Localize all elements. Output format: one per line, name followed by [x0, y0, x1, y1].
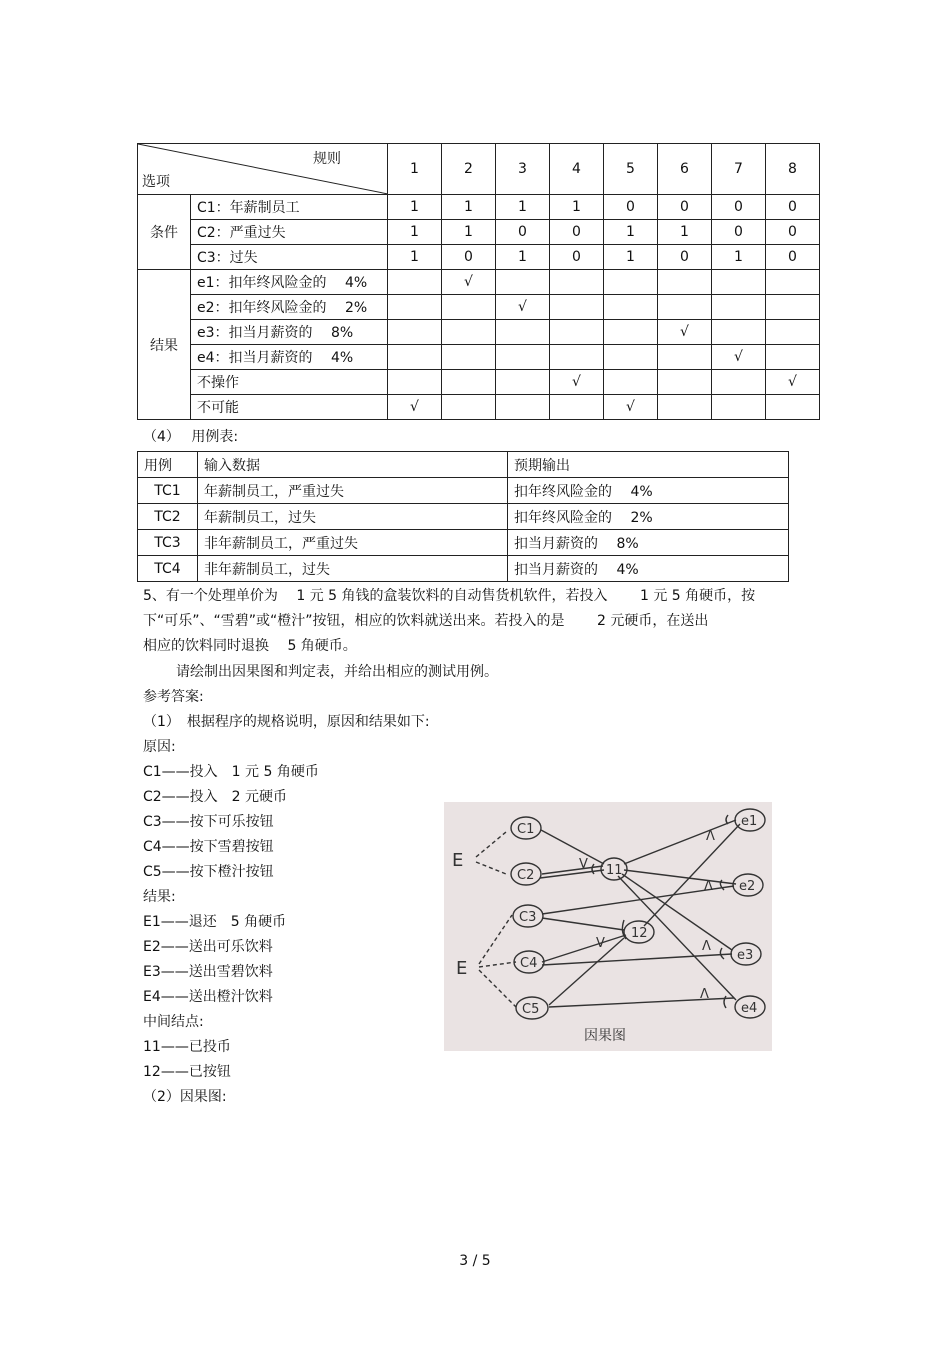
node-label: C2	[517, 868, 535, 883]
node-label: 12	[631, 926, 648, 941]
node-label: e1	[741, 814, 758, 829]
results-label: 结果	[138, 270, 191, 420]
result-mark: √	[658, 320, 712, 345]
result-mark	[550, 345, 604, 370]
effect-line: E2——送出可乐饮料	[143, 939, 273, 955]
effect-line: E1——退还 5 角硬币	[143, 914, 287, 930]
result-mark	[550, 295, 604, 320]
result-mark	[712, 320, 766, 345]
usecase-input: 年薪制员工，过失	[198, 504, 508, 530]
condition-value: 1	[712, 245, 766, 270]
result-mark	[604, 270, 658, 295]
result-mark	[766, 345, 820, 370]
cause-line: C4——按下雪碧按钮	[143, 839, 274, 855]
table-row	[138, 504, 789, 530]
edge	[624, 870, 736, 884]
causes-heading: 原因:	[143, 739, 176, 755]
usecase-output: 扣年终风险金的 2%	[508, 504, 789, 530]
node-label: e4	[741, 1001, 758, 1016]
usecase-input: 年薪制员工，严重过失	[198, 478, 508, 504]
question-line: 5、有一个处理单价为 1 元 5 角钱的盒装饮料的自动售货机软件，若投入 1 元 5 角硬币，按	[143, 588, 756, 604]
page-number: 3 / 5	[459, 1253, 491, 1269]
condition-label: C2：严重过失	[191, 220, 388, 245]
result-mark	[442, 370, 496, 395]
condition-value: 1	[388, 245, 442, 270]
result-mark	[496, 395, 550, 420]
edge	[540, 870, 604, 878]
condition-value: 1	[442, 195, 496, 220]
result-mark	[766, 295, 820, 320]
result-mark	[442, 295, 496, 320]
usecase-input: 非年薪制员工，过失	[198, 556, 508, 582]
condition-label: C3：过失	[191, 245, 388, 270]
result-mark	[388, 345, 442, 370]
condition-value: 0	[658, 245, 712, 270]
result-mark	[712, 370, 766, 395]
condition-value: 0	[550, 245, 604, 270]
usecase-id: TC2	[138, 504, 198, 530]
cause-line: C5——按下橙汁按钮	[143, 864, 274, 880]
result-mark	[388, 295, 442, 320]
usecase-header: 预期输出	[508, 452, 789, 478]
condition-value: 1	[442, 220, 496, 245]
node-label: 11	[606, 863, 623, 878]
result-label: e3：扣当月薪资的 8%	[191, 320, 388, 345]
node-label: C5	[522, 1002, 540, 1017]
and-mark: Λ	[704, 879, 713, 894]
cause-line: C2——投入 2 元硬币	[143, 789, 288, 805]
and-mark: Λ	[706, 829, 715, 844]
result-mark: √	[496, 295, 550, 320]
result-mark	[712, 270, 766, 295]
effect-line: E4——送出橙汁饮料	[143, 989, 273, 1005]
rule-number: 7	[712, 144, 766, 195]
result-mark	[388, 320, 442, 345]
result-label: e1：扣年终风险金的 4%	[191, 270, 388, 295]
node-label: C3	[519, 910, 537, 925]
result-mark	[658, 395, 712, 420]
result-mark	[766, 320, 820, 345]
usecase-output: 扣年终风险金的 4%	[508, 478, 789, 504]
result-label: e2：扣年终风险金的 2%	[191, 295, 388, 320]
and-mark: Λ	[702, 939, 711, 954]
result-mark: √	[604, 395, 658, 420]
e-label: E	[456, 958, 468, 979]
diagonal-line	[138, 144, 388, 194]
condition-value: 0	[766, 195, 820, 220]
header-option: 选项	[142, 174, 170, 190]
conditions-label: 条件	[138, 195, 191, 270]
result-mark	[388, 270, 442, 295]
result-mark	[604, 370, 658, 395]
diagram-caption: 因果图	[584, 1028, 626, 1044]
arc	[726, 815, 728, 824]
or-mark: V	[579, 857, 588, 872]
condition-value: 1	[604, 220, 658, 245]
result-mark	[496, 345, 550, 370]
condition-value: 1	[658, 220, 712, 245]
result-mark	[388, 370, 442, 395]
rule-number: 2	[442, 144, 496, 195]
effect-line: E3——送出雪碧饮料	[143, 964, 273, 980]
usecase-id: TC4	[138, 556, 198, 582]
cause-effect-diagram	[444, 802, 772, 1051]
edge	[542, 918, 624, 930]
result-mark	[658, 270, 712, 295]
result-mark	[658, 370, 712, 395]
rule-number: 4	[550, 144, 604, 195]
condition-value: 1	[604, 245, 658, 270]
rule-number: 3	[496, 144, 550, 195]
condition-value: 0	[496, 220, 550, 245]
edge	[624, 820, 736, 864]
result-mark	[442, 320, 496, 345]
table-row	[138, 556, 789, 582]
mid-line: 12——已按钮	[143, 1064, 231, 1080]
condition-value: 0	[442, 245, 496, 270]
result-mark	[604, 345, 658, 370]
result-mark	[442, 345, 496, 370]
node-label: C4	[520, 956, 538, 971]
question-line: 相应的饮料同时退换 5 角硬币。	[143, 638, 357, 654]
rule-number: 8	[766, 144, 820, 195]
condition-value: 0	[766, 220, 820, 245]
condition-value: 0	[766, 245, 820, 270]
usecase-output: 扣当月薪资的 4%	[508, 556, 789, 582]
result-mark	[550, 270, 604, 295]
answer-heading: 参考答案:	[143, 689, 204, 705]
usecase-id: TC3	[138, 530, 198, 556]
result-mark	[550, 320, 604, 345]
result-label: e4：扣当月薪资的 4%	[191, 345, 388, 370]
condition-value: 1	[388, 220, 442, 245]
arc	[592, 864, 594, 874]
table-row	[138, 530, 789, 556]
e-link	[476, 832, 506, 857]
node-label: C1	[517, 822, 535, 837]
rule-number: 6	[658, 144, 712, 195]
condition-value: 1	[388, 195, 442, 220]
usecase-table	[137, 451, 789, 582]
result-label: 不可能	[191, 395, 388, 420]
arc	[724, 996, 726, 1008]
e-link	[476, 862, 506, 874]
edge	[542, 954, 732, 965]
decision-table	[137, 143, 820, 420]
condition-value: 1	[496, 245, 550, 270]
and-mark: Λ	[700, 987, 709, 1002]
answer-line: （2）因果图:	[143, 1089, 227, 1105]
condition-label: C1：年薪制员工	[191, 195, 388, 220]
answer-line: （1） 根据程序的规格说明，原因和结果如下:	[143, 714, 430, 730]
result-mark	[658, 345, 712, 370]
result-mark	[496, 270, 550, 295]
condition-value: 0	[604, 195, 658, 220]
result-mark	[550, 395, 604, 420]
effects-heading: 结果:	[143, 889, 176, 905]
rule-number: 1	[388, 144, 442, 195]
result-mark	[604, 320, 658, 345]
result-mark	[442, 395, 496, 420]
result-mark	[496, 370, 550, 395]
result-mark: √	[712, 345, 766, 370]
arc	[720, 948, 724, 959]
usecase-id: TC1	[138, 478, 198, 504]
result-mark	[766, 395, 820, 420]
e-link	[479, 962, 516, 967]
result-mark: √	[388, 395, 442, 420]
usecase-header: 用例	[138, 452, 198, 478]
rule-number: 5	[604, 144, 658, 195]
or-mark: V	[596, 936, 605, 951]
header-rule: 规则	[313, 151, 341, 167]
condition-value: 0	[712, 195, 766, 220]
result-mark	[766, 270, 820, 295]
mid-heading: 中间结点:	[143, 1014, 204, 1030]
condition-value: 1	[550, 195, 604, 220]
condition-value: 0	[712, 220, 766, 245]
e-label: E	[452, 850, 464, 871]
node-label: e2	[739, 879, 756, 894]
diagram-svg	[444, 802, 772, 1051]
cause-line: C1——投入 1 元 5 角硬币	[143, 764, 319, 780]
node-label: e3	[737, 948, 754, 963]
result-mark	[712, 295, 766, 320]
usecase-title: （4） 用例表:	[143, 429, 239, 445]
question-line: 下“可乐”、“雪碧”或“橙汁”按钮，相应的饮料就送出来。若投入的是 2 元硬币，在送出	[143, 613, 709, 629]
e-link	[479, 915, 512, 964]
condition-value: 1	[496, 195, 550, 220]
result-mark	[712, 395, 766, 420]
e-link	[479, 970, 516, 1007]
mid-line: 11——已投币	[143, 1039, 231, 1055]
edge	[541, 830, 604, 864]
usecase-input: 非年薪制员工，严重过失	[198, 530, 508, 556]
result-mark: √	[766, 370, 820, 395]
question-line: 请绘制出因果图和判定表，并给出相应的测试用例。	[176, 664, 498, 680]
cause-line: C3——按下可乐按钮	[143, 814, 274, 830]
condition-value: 0	[550, 220, 604, 245]
header-diagonal-cell	[138, 144, 388, 195]
result-mark: √	[550, 370, 604, 395]
usecase-output: 扣当月薪资的 8%	[508, 530, 789, 556]
edge	[542, 935, 626, 962]
result-mark	[658, 295, 712, 320]
result-mark: √	[442, 270, 496, 295]
table-row	[138, 478, 789, 504]
result-mark	[496, 320, 550, 345]
result-label: 不操作	[191, 370, 388, 395]
usecase-header: 输入数据	[198, 452, 508, 478]
result-mark	[604, 295, 658, 320]
condition-value: 0	[658, 195, 712, 220]
